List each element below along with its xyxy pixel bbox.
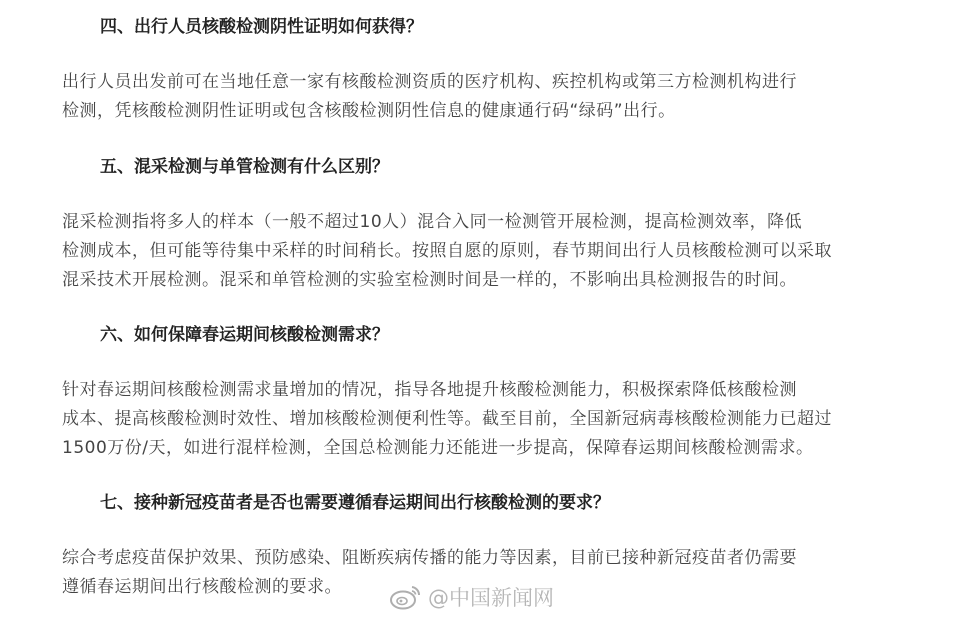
body-line: 混采技术开展检测。混采和单管检测的实验室检测时间是一样的，不影响出具检测报告的时间。 (62, 270, 797, 290)
body-line: 检测成本，但可能等待集中采样的时间稍长。按照自愿的原则，春节期间出行人员核酸检测可以采取 (62, 241, 832, 261)
section-heading-6: 六、如何保障春运期间核酸检测需求？ (100, 325, 389, 345)
section-heading-7: 七、接种新冠疫苗者是否也需要遵循春运期间出行核酸检测的要求？ (100, 493, 610, 513)
body-line: 出行人员出发前可在当地任意一家有核酸检测资质的医疗机构、疾控机构或第三方检测机构进行 (62, 72, 797, 92)
watermark-text: @中国新闻网 (428, 586, 554, 610)
watermark (388, 582, 554, 612)
section-heading-5: 五、混采检测与单管检测有什么区别？ (100, 157, 389, 177)
body-line: 检测，凭核酸检测阴性证明或包含核酸检测阴性信息的健康通行码“绿码”出行。 (62, 101, 676, 121)
body-line: 1500万份/天，如进行混样检测，全国总检测能力还能进一步提高，保障春运期间核酸检测需求。 (62, 438, 814, 458)
section-body-6 (62, 376, 912, 463)
section-body-4 (62, 68, 912, 126)
body-line: 混采检测指将多人的样本（一般不超过10人）混合入同一检测管开展检测，提高检测效率，降低 (62, 212, 803, 232)
section-body-5 (62, 208, 912, 295)
body-line: 针对春运期间核酸检测需求量增加的情况，指导各地提升核酸检测能力，积极探索降低核酸检测 (62, 380, 797, 400)
weibo-icon (388, 583, 422, 611)
body-line: 成本、提高核酸检测时效性、增加核酸检测便利性等。截至目前，全国新冠病毒核酸检测能力已超过 (62, 409, 832, 429)
section-heading-4: 四、出行人员核酸检测阴性证明如何获得？ (100, 17, 423, 37)
body-line: 综合考虑疫苗保护效果、预防感染、阻断疾病传播的能力等因素，目前已接种新冠疫苗者仍需要 (62, 548, 797, 568)
body-line: 遵循春运期间出行核酸检测的要求。 (62, 577, 342, 597)
